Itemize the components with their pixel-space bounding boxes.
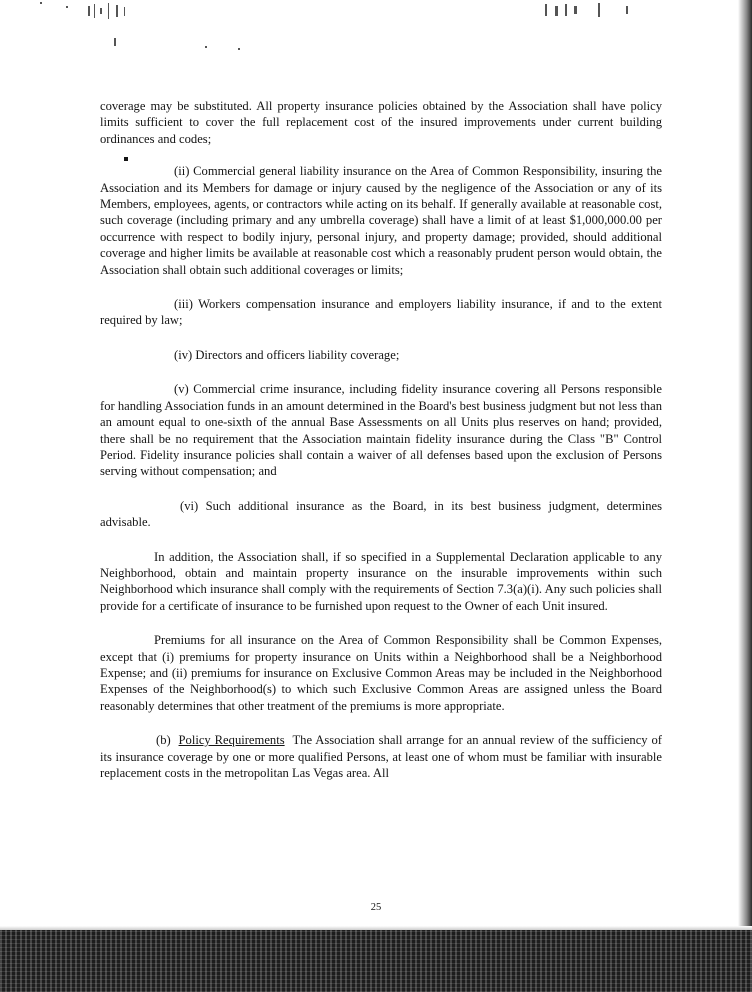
paragraph-v: (v) Commercial crime insurance, including fidelity insurance covering all Persons responsible for handling Association funds in an amount determined in the Board's best business judgment but not less than an amount equal to one-sixth of the annual Base Assessments on all Units plus reserves on hand; provided, there shall be no requirement that the Association maintain fidelity insurance during the Class "B" Control Period. Fidelity insurance policies shall contain a waiver of all defenses based upon the exclusion of Persons serving without compensation; and bbox=[100, 382, 662, 479]
section-b-label: (b) bbox=[156, 733, 171, 748]
paragraph-addition: In addition, the Association shall, if so specified in a Supplemental Declaration applicable to any Neighborhood, obtain and maintain property insurance on the insurable improvements within such Neighborhood which insurance shall comply with the requirements of Section 7.3(a)(i). Any such policies shall provide for a certificate of insurance to be furnished upon request to the Owner of each Unit insured. bbox=[100, 549, 662, 613]
paragraph-intro: coverage may be substituted. All property insurance policies obtained by the Association shall have policy limits sufficient to cover the full replacement cost of the insured improvements under current building ordinances and codes; bbox=[100, 99, 662, 146]
section-b-text: The Association shall arrange for an annual review of the sufficiency of its insurance coverage by one or more qualified Persons, at least one of whom must be familiar with insurable replacement costs in the metropolitan Las Vegas area. All bbox=[100, 733, 663, 780]
paragraph-iii: (iii) Workers compensation insurance and employers liability insurance, if and to the extent required by law; bbox=[100, 297, 662, 328]
paragraph-ii: (ii) Commercial general liability insurance on the Area of Common Responsibility, insuring the Association and its Members for damage or injury caused by the negligence of the Association or any of its Members, employees, agents, or contractors while acting on its behalf. If generally available at reasonable cost, such coverage (including primary and any umbrella coverage) shall have a limit of at least $1,000,000.00 per occurrence with respect to bodily injury, personal injury, and property damage; provided, should additional coverage and higher limits be available at reasonable cost which a reasonably prudent person would obtain, the Association shall obtain such additional coverages or limits; bbox=[100, 164, 662, 277]
document-body bbox=[100, 98, 662, 781]
paragraph-premiums: Premiums for all insurance on the Area of Common Responsibility shall be Common Expenses, except that (i) premiums for property insurance on Units within a Neighborhood shall be a Neighborhood Expense; and (ii) premiums for insurance on Exclusive Common Areas may be included in the Neighborhood Expenses of the Neighborhood(s) to which such Exclusive Common Areas are assigned unless the Board reasonably determines that other treatment of the premiums is more appropriate. bbox=[100, 633, 662, 713]
scan-right-edge bbox=[738, 0, 752, 992]
paragraph-iv: (iv) Directors and officers liability coverage; bbox=[174, 347, 400, 362]
page-number: 25 bbox=[370, 902, 382, 913]
paragraph-vi: (vi) Such additional insurance as the Board, in its best business judgment, determines advisable. bbox=[100, 498, 662, 530]
section-b-heading: Policy Requirements bbox=[178, 733, 285, 748]
stray-mark bbox=[124, 157, 128, 161]
scan-bottom-border bbox=[0, 930, 752, 992]
paragraph-section-b bbox=[100, 732, 662, 781]
scan-header-artifacts bbox=[0, 0, 752, 60]
